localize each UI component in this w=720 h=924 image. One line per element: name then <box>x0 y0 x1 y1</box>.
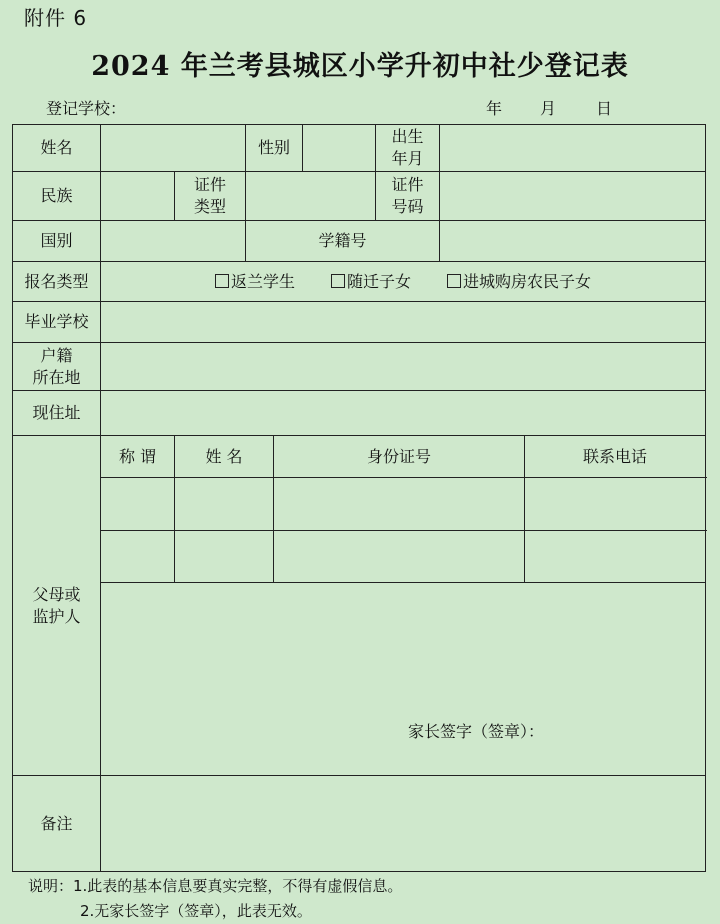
date-month: 月 <box>540 99 557 118</box>
guardian-header-relation: 称 谓 <box>101 436 175 478</box>
checkbox-icon[interactable] <box>447 274 461 288</box>
nationality-field[interactable] <box>101 221 246 262</box>
reg-option-label: 返兰学生 <box>230 271 295 291</box>
label-name: 姓名 <box>13 125 101 172</box>
attachment-label: 附件 6 <box>24 6 88 30</box>
reg-option-label: 进城购房农民子女 <box>463 271 592 291</box>
label-id-type-line1: 证件 <box>193 175 226 194</box>
label-birth <box>376 125 440 172</box>
name-field[interactable] <box>101 125 246 172</box>
note-line-1: 说明：1.此表的基本信息要真实完整，不得有虚假信息。 <box>28 877 403 895</box>
guardian2-id-field[interactable] <box>274 531 525 583</box>
guardian2-name-field[interactable] <box>175 531 274 583</box>
reg-option-label: 随迁子女 <box>347 271 412 291</box>
label-address: 现住址 <box>13 391 101 436</box>
date-year: 年 <box>486 99 503 118</box>
label-nationality: 国别 <box>13 221 101 262</box>
date-day: 日 <box>596 99 613 118</box>
guardian1-name-field[interactable] <box>175 478 274 531</box>
checkbox-icon[interactable] <box>215 274 229 288</box>
guardian-header-phone: 联系电话 <box>525 436 706 478</box>
reg-option-migrant[interactable] <box>331 271 411 293</box>
address-field[interactable] <box>101 391 706 436</box>
label-guardian <box>13 436 101 776</box>
reg-option-farmer[interactable] <box>447 271 591 293</box>
gender-field[interactable] <box>303 125 376 172</box>
ethnicity-field[interactable] <box>101 172 175 221</box>
label-remarks: 备注 <box>13 776 101 872</box>
label-birth-line1: 出生 <box>391 127 424 146</box>
label-student-id: 学籍号 <box>246 221 440 262</box>
label-ethnicity: 民族 <box>13 172 101 221</box>
guardian-header-id: 身份证号 <box>274 436 525 478</box>
student-id-field[interactable] <box>440 221 706 262</box>
label-id-number-line2: 号码 <box>391 197 424 216</box>
hukou-field[interactable] <box>101 343 706 391</box>
label-guardian-line1: 父母或 <box>32 584 81 604</box>
guardian2-phone-field[interactable] <box>525 531 706 583</box>
label-guardian-line2: 监护人 <box>32 606 81 626</box>
birth-field[interactable] <box>440 125 706 172</box>
guardian1-phone-field[interactable] <box>525 478 706 531</box>
label-id-number <box>376 172 440 221</box>
signature-label: 家长签字（签章）： <box>408 722 545 741</box>
id-number-field[interactable] <box>440 172 706 221</box>
school-label: 登记学校： <box>46 99 127 118</box>
label-hukou-line1: 户籍 <box>40 345 73 365</box>
label-id-type <box>175 172 246 221</box>
id-type-field[interactable] <box>246 172 376 221</box>
signature-area[interactable] <box>101 583 706 776</box>
date-line <box>486 96 612 119</box>
reg-option-returning[interactable] <box>215 271 295 293</box>
label-gender: 性别 <box>246 125 303 172</box>
notes <box>28 874 402 924</box>
grad-school-field[interactable] <box>101 302 706 343</box>
label-grad-school: 毕业学校 <box>13 302 101 343</box>
label-birth-line2: 年月 <box>391 149 424 168</box>
label-reg-type: 报名类型 <box>13 262 101 302</box>
note-line-2: 2.无家长签字（签章），此表无效。 <box>80 902 312 920</box>
remarks-field[interactable] <box>101 776 706 872</box>
label-id-type-line2: 类型 <box>193 197 226 216</box>
guardian-header-name: 姓 名 <box>175 436 274 478</box>
label-hukou <box>13 343 101 391</box>
guardian1-relation-field[interactable] <box>101 478 175 531</box>
form-title: 2024 年兰考县城区小学升初中社少登记表 <box>91 51 629 82</box>
label-hukou-line2: 所在地 <box>32 367 81 387</box>
reg-type-options <box>101 262 706 302</box>
guardian1-id-field[interactable] <box>274 478 525 531</box>
guardian2-relation-field[interactable] <box>101 531 175 583</box>
label-id-number-line1: 证件 <box>391 175 424 194</box>
checkbox-icon[interactable] <box>331 274 345 288</box>
registration-table <box>12 124 706 872</box>
